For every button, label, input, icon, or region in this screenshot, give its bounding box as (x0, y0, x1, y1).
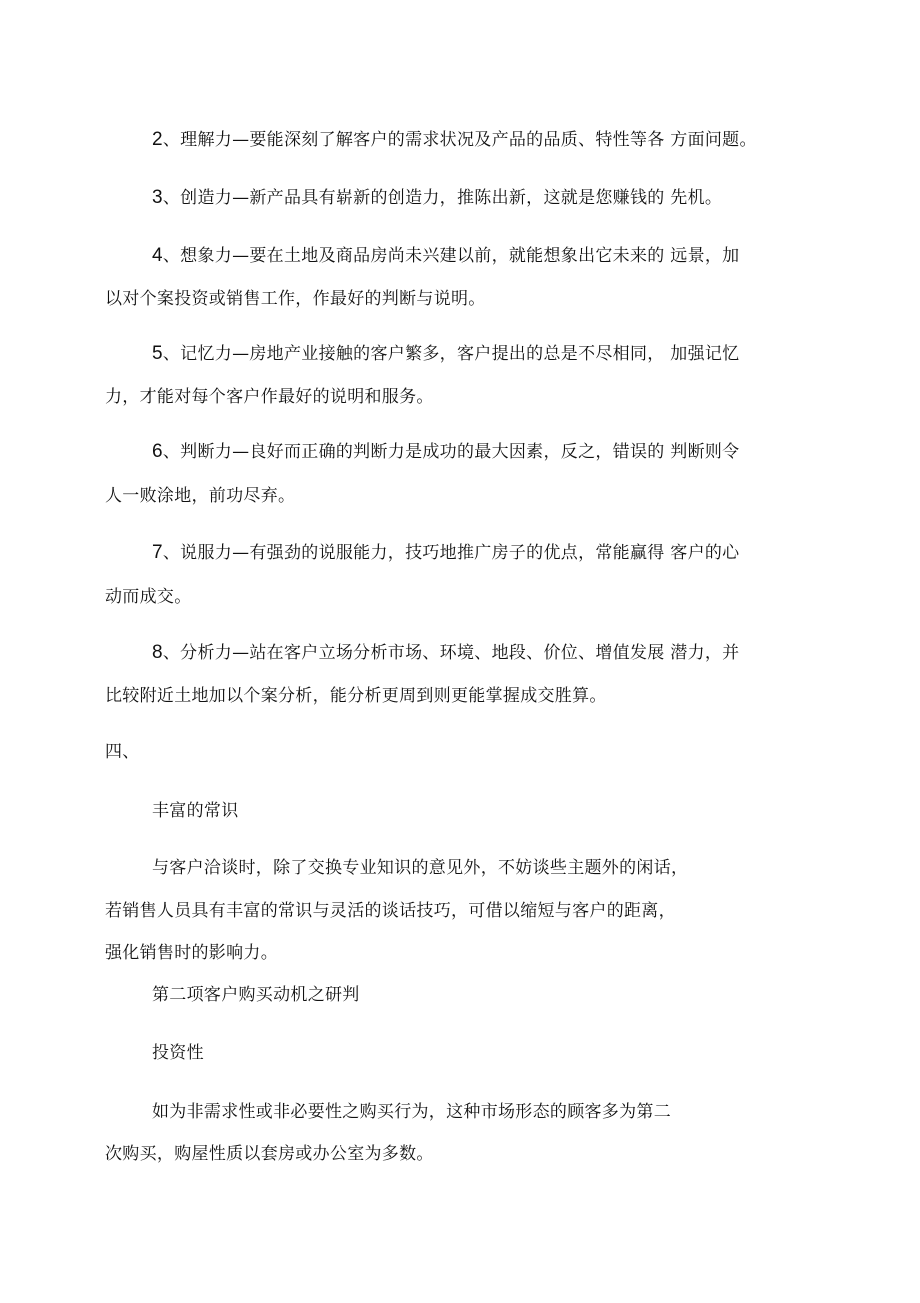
item-number: 5 (152, 343, 163, 364)
paragraph-item-5 (152, 343, 739, 365)
item-number: 7 (152, 542, 163, 563)
paragraph-line: 力，才能对每个客户作最好的说明和服务。 (105, 387, 434, 407)
paragraph-line: 次购买，购屋性质以套房或办公室为多数。 (105, 1144, 434, 1164)
subsection-heading: 投资性 (152, 1043, 204, 1063)
item-number: 2 (152, 129, 163, 150)
section-number: 四、 (105, 742, 140, 762)
section-heading: 丰富的常识 (152, 801, 239, 821)
paragraph-line: 如为非需求性或非必要性之购买行为，这种市场形态的顾客多为第二 (152, 1102, 671, 1122)
paragraph-line: 与客户洽谈时，除了交换专业知识的意见外，不妨谈些主题外的闲话， (152, 858, 689, 878)
item-number: 8 (152, 642, 163, 663)
paragraph-line: 若销售人员具有丰富的常识与灵活的谈话技巧，可借以缩短与客户的距离， (105, 901, 676, 921)
item-text: 、理解力—要能深刻了解客户的需求状况及产品的品质、特性等各 方面问题。 (162, 130, 757, 150)
item-text: 、判断力—良好而正确的判断力是成功的最大因素，反之，错误的 判断则令 (162, 442, 740, 462)
paragraph-item-4 (152, 245, 739, 267)
paragraph-line: 比较附近土地加以个案分析，能分析更周到则更能掌握成交胜算。 (105, 686, 607, 706)
item-number: 6 (152, 441, 163, 462)
paragraph-line: 以对个案投资或销售工作，作最好的判断与说明。 (105, 289, 486, 309)
paragraph-item-2 (152, 129, 757, 151)
paragraph-line: 动而成交。 (105, 587, 192, 607)
paragraph-item-3 (152, 187, 722, 209)
item-text: 、创造力—新产品具有崭新的创造力，推陈出新，这就是您赚钱的 先机。 (162, 188, 723, 208)
item-text: 、记忆力—房地产业接触的客户繁多，客户提出的总是不尽相同， 加强记忆 (162, 344, 740, 364)
item-text: 、说服力—有强劲的说服能力，技巧地推广房子的优点，常能赢得 客户的心 (162, 543, 740, 563)
paragraph-line: 人一败涂地，前功尽弃。 (105, 486, 296, 506)
paragraph-item-8 (152, 642, 739, 664)
item-number: 4 (152, 245, 163, 266)
item-number: 3 (152, 187, 163, 208)
paragraph-line: 强化销售时的影响力。 (105, 943, 278, 963)
subsection-heading: 第二项客户购买动机之研判 (152, 985, 360, 1005)
paragraph-item-7 (152, 542, 739, 564)
item-text: 、想象力—要在土地及商品房尚未兴建以前，就能想象出它未来的 远景，加 (162, 246, 740, 266)
item-text: 、分析力—站在客户立场分析市场、环境、地段、价位、增值发展 潜力，并 (162, 643, 740, 663)
paragraph-item-6 (152, 441, 739, 463)
